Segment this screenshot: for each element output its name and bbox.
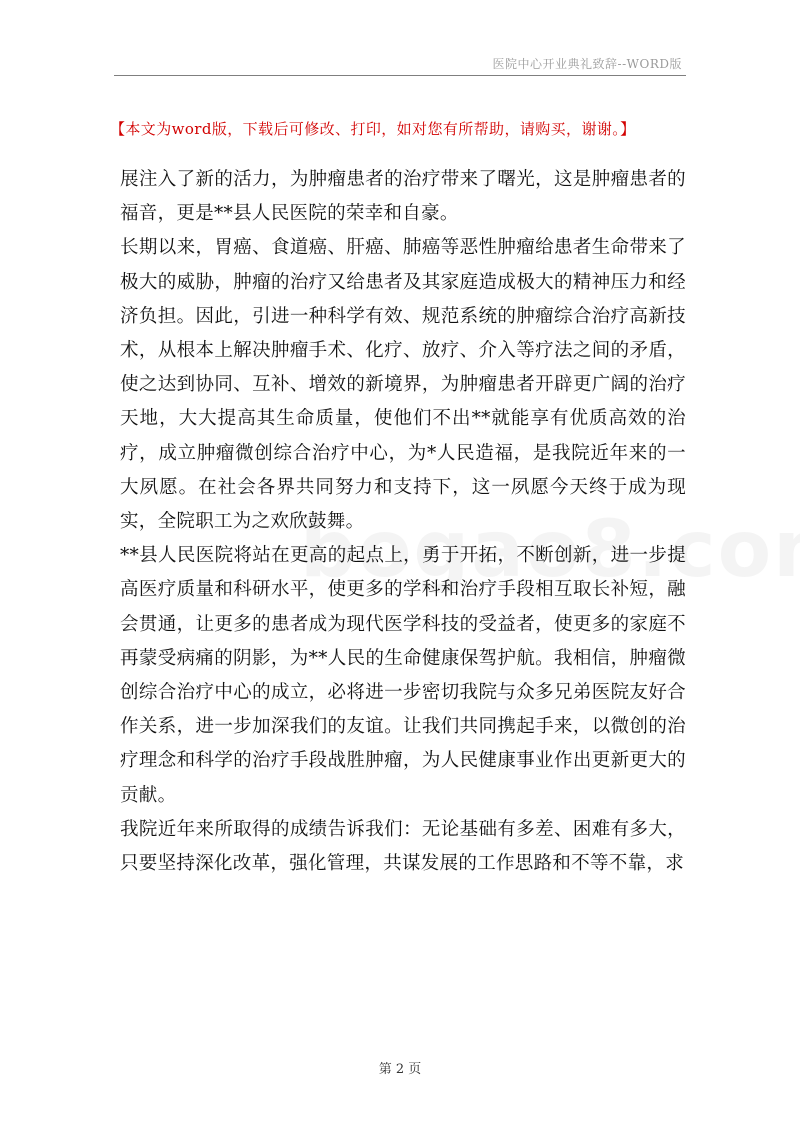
document-body <box>120 163 686 881</box>
paragraph: 展注入了新的活力，为肿瘤患者的治疗带来了曙光，这是肿瘤患者的福音，更是**县人民医院的荣幸和自豪。 <box>120 169 686 225</box>
paragraph: 我院近年来所取得的成绩告诉我们：无论基础有多差、困难有多大，只要坚持深化改革，强化管理，共谋发展的工作思路和不等不靠，求 <box>120 818 686 875</box>
paragraph: **县人民医院将站在更高的起点上，勇于开拓，不断创新，进一步提高医疗质量和科研水平，使更多的学科和治疗手段相互取长补短，融会贯通，让更多的患者成为现代医学科技的受益者，使更多的家庭不再蒙受病痛的阴影，为**人民的生命健康保驾护航。我相信，肿瘤微创综合治疗中心的成立，必将进一步密切我院与众多兄弟医院友好合作关系，进一步加深我们的友谊。让我们共同携起手来，以微创的治疗理念和科学的治疗手段战胜肿瘤，为人民健康事业作出更新更大的贡献。 <box>120 545 686 806</box>
document-header-title: 医院中心开业典礼致辞--WORD版 <box>492 57 682 71</box>
header-divider <box>114 75 686 76</box>
page-number: 第 2 页 <box>378 1062 422 1077</box>
download-notice: 【本文为word版，下载后可修改、打印，如对您有所帮助，请购买，谢谢。】 <box>110 120 636 138</box>
paragraph: 长期以来，胃癌、食道癌、肝癌、肺癌等恶性肿瘤给患者生命带来了极大的威胁，肿瘤的治疗又给患者及其家庭造成极大的精神压力和经济负担。因此，引进一种科学有效、规范系统的肿瘤综合治疗高新技术，从根本上解决肿瘤手术、化疗、放疗、介入等疗法之间的矛盾，使之达到协同、互补、增效的新境界，为肿瘤患者开辟更广阔的治疗天地，大大提高其生命质量，使他们不出**就能享有优质高效的治疗，成立肿瘤微创综合治疗中心，为*人民造福，是我院近年来的一大夙愿。在社会各界共同努力和支持下，这一夙愿今天终于成为现实，全院职工为之欢欣鼓舞。 <box>120 237 686 533</box>
